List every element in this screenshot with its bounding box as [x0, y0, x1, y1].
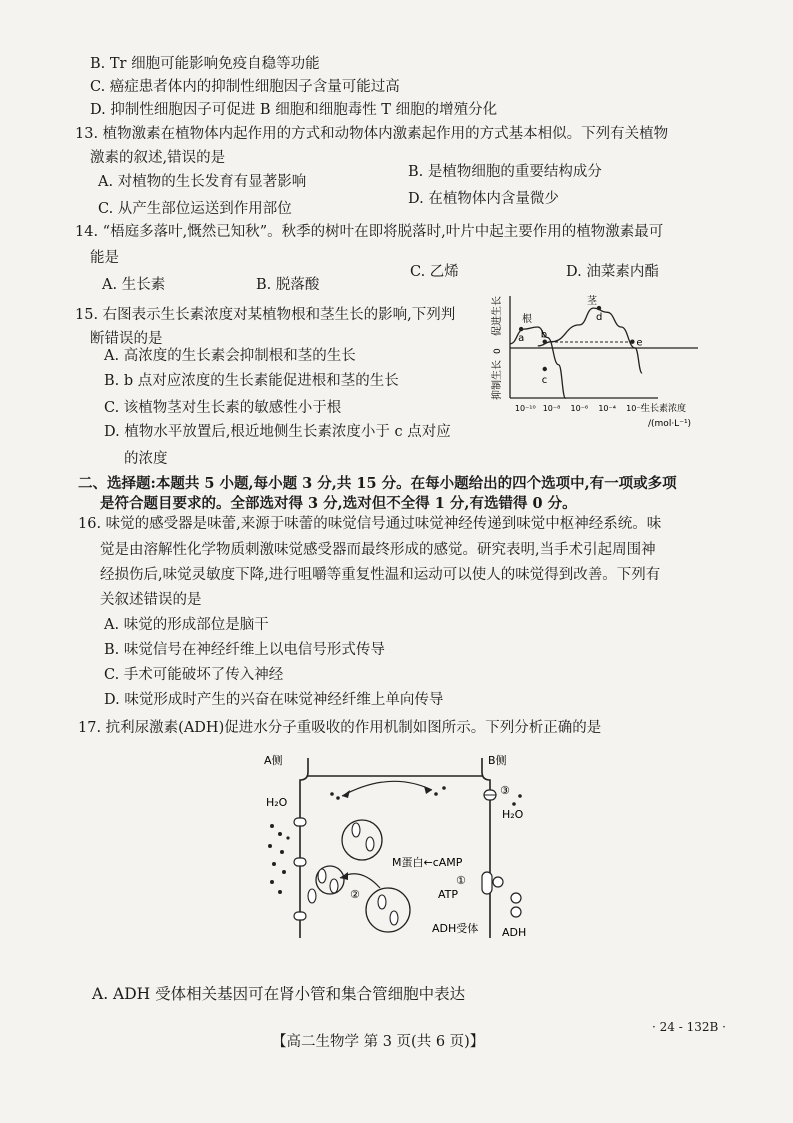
circle-3-label: ③ [500, 784, 510, 797]
exam-code: · 24 - 132B · [652, 1020, 726, 1034]
q14-stem-line2: 能是 [90, 250, 119, 266]
q13-stem-line1: 13. 植物激素在植物体内起作用的方式和动物体内激素起作用的方式基本相似。下列有关植物 [75, 126, 669, 142]
q17-stem: 17. 抗利尿激素(ADH)促进水分子重吸收的作用机制如图所示。下列分析正确的是 [78, 720, 602, 736]
adh-mechanism-figure [260, 748, 560, 948]
arrowhead-icon [342, 790, 350, 798]
point-c [543, 367, 547, 371]
point-label-c: c [541, 375, 548, 386]
q15-option-d-line2: 的浓度 [124, 451, 168, 467]
section2-line1: 二、选择题:本题共 5 小题,每小题 3 分,共 15 分。在每小题给出的四个选项中,有一项或多项 [78, 475, 677, 492]
x-tick-label: 10⁻¹⁰ [514, 404, 536, 413]
arrowhead-icon [340, 872, 348, 880]
q15-option-a: A. 高浓度的生长素会抑制根和茎的生长 [104, 348, 356, 364]
point-label-a: a [518, 333, 525, 345]
x-axis-label: 生长素浓度 [641, 404, 687, 414]
y-label-top: 促进生长 [492, 296, 503, 336]
point-label-e: e [636, 337, 643, 349]
q14-stem-line1: 14. “梧庭多落叶,慨然已知秋”。秋季的树叶在即将脱落时,叶片中起主要作用的植物激素最可 [75, 224, 664, 240]
arrowhead-icon [424, 786, 432, 794]
q13-option-a: A. 对植物的生长发育有显著影响 [98, 174, 307, 190]
adh-receptor-label: ADH受体 [432, 922, 479, 935]
q16-stem-line2: 觉是由溶解性化学物质刺激味觉感受器而最终形成的感觉。研究表明,当手术引起周围神 [100, 542, 656, 558]
page-footer: 【高二生物学 第 3 页(共 6 页)】 [272, 1034, 485, 1050]
q15-stem-line2: 断错误的是 [90, 331, 163, 347]
q14-option-c: C. 乙烯 [410, 264, 459, 280]
q14-option-a: A. 生长素 [102, 277, 166, 293]
x-tick-label: 10⁻⁶ [570, 404, 589, 413]
q17-option-a: A. ADH 受体相关基因可在肾小管和集合管细胞中表达 [92, 985, 466, 1003]
q16-stem-line3: 经损伤后,味觉灵敏度下降,进行咀嚼等重复性温和运动可以使人的味觉得到改善。下列有 [100, 567, 661, 583]
water-molecules-left [268, 824, 290, 894]
water-flow-arrow [342, 781, 432, 796]
side-b-label: B侧 [488, 754, 507, 767]
auxin-chart [488, 288, 700, 434]
x-axis-unit: /(mol·L⁻¹) [648, 419, 692, 429]
q15-option-c: C. 该植物茎对生长素的敏感性小于根 [104, 400, 342, 416]
point-e [630, 340, 634, 344]
q15-option-b: B. b 点对应浓度的生长素能促进根和茎的生长 [104, 373, 399, 389]
x-tick-label: 10⁻⁸ [542, 404, 561, 413]
q13-option-b: B. 是植物细胞的重要结构成分 [408, 164, 602, 180]
adh-receptor-icon [482, 872, 503, 894]
point-d [597, 306, 601, 310]
atp-label: ATP [438, 888, 459, 901]
y-label-bottom: 抑制生长 [492, 360, 503, 400]
adh-label: ADH [502, 926, 527, 939]
q13-option-c: C. 从产生部位运送到作用部位 [98, 201, 292, 217]
adh-molecule-icon [511, 893, 521, 917]
point-a [519, 327, 523, 331]
circle-1-label: ① [456, 874, 466, 887]
q12-option-b: B. Tr 细胞可能影响免疫自稳等功能 [90, 56, 320, 72]
q16-option-b: B. 味觉信号在神经纤维上以电信号形式传导 [104, 642, 385, 658]
h2o-right-label: H₂O [502, 808, 524, 821]
point-label-d: d [595, 312, 603, 324]
circle-2-label: ② [350, 888, 360, 901]
stem-curve [538, 308, 642, 373]
x-tick-label: 10⁻² [626, 404, 644, 413]
q14-option-d: D. 油菜素内酯 [566, 264, 659, 280]
q16-stem-line4: 关叙述错误的是 [100, 592, 202, 608]
series-label-stem: 茎 [587, 296, 597, 307]
q16-option-c: C. 手术可能破坏了传入神经 [104, 667, 284, 683]
q13-stem-line2: 激素的叙述,错误的是 [90, 150, 226, 166]
q15-option-d-line1: D. 植物水平放置后,根近地侧生长素浓度小于 c 点对应 [104, 424, 451, 440]
y-label-origin: 0 [493, 348, 503, 354]
h2o-left-label: H₂O [266, 796, 288, 809]
q12-option-c: C. 癌症患者体内的抑制性细胞因子含量可能过高 [90, 79, 400, 95]
q12-option-d: D. 抑制性细胞因子可促进 B 细胞和细胞毒性 T 细胞的增殖分化 [90, 102, 498, 118]
q15-stem-line1: 15. 右图表示生长素浓度对某植物根和茎生长的影响,下列判 [75, 307, 456, 323]
q16-stem-line1: 16. 味觉的感受器是味蕾,来源于味蕾的味觉信号通过味觉神经传递到味觉中枢神经系统。味 [78, 516, 662, 532]
series-label-root: 根 [522, 314, 532, 325]
q16-option-a: A. 味觉的形成部位是脑干 [104, 617, 269, 633]
x-tick-label: 10⁻⁴ [598, 404, 616, 413]
section2-line2: 是符合题目要求的。全部选对得 3 分,选对但不全得 1 分,有选错得 0 分。 [100, 495, 577, 512]
left-membrane [300, 758, 308, 938]
point-label-b: b [540, 329, 548, 341]
q14-option-b: B. 脱落酸 [256, 277, 320, 293]
channel-3-icon [484, 790, 496, 800]
m-protein-label: M蛋白←cAMP [392, 856, 463, 869]
side-a-label: A侧 [264, 754, 283, 767]
q13-option-d: D. 在植物体内含量微少 [408, 191, 559, 207]
right-membrane [482, 758, 490, 938]
q16-option-d: D. 味觉形成时产生的兴奋在味觉神经纤维上单向传导 [104, 692, 444, 708]
